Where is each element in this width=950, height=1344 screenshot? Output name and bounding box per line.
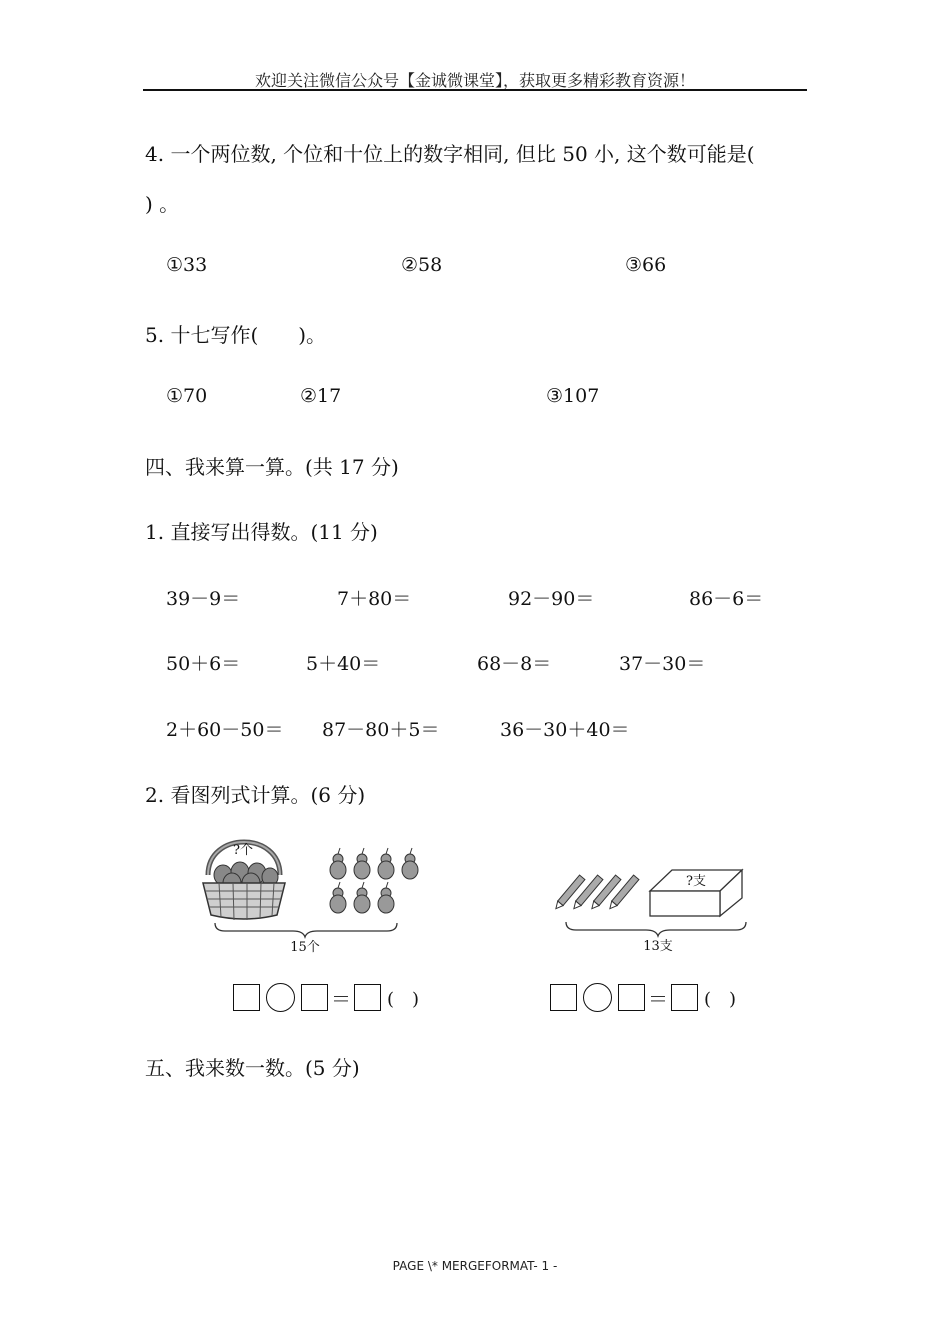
header-rule [143,89,807,91]
q5-option-1: ①70 [166,385,208,407]
unit-paren[interactable]: ( ) [704,988,737,1010]
operator-circle[interactable] [266,983,295,1012]
answer-box[interactable] [301,984,328,1011]
calc-r3-c2: 87－80＋5＝ [322,719,440,741]
section4-title: 四、我来算一算。(共 17 分) [145,455,399,479]
pear-icon [354,848,370,879]
section4-sub1-title: 1. 直接写出得数。(11 分) [145,520,378,544]
pencil-group [553,875,639,911]
basket-pears-figure [195,825,435,957]
q4-option-2: ②58 [401,254,443,276]
basket-label: ?个 [233,843,253,858]
q4-line1: 4. 一个两位数, 个位和十位上的数字相同, 但比 50 小, 这个数可能是( [145,142,755,166]
pear-icon [330,848,346,879]
calc-r3-c3: 36－30＋40＝ [500,719,630,741]
q5-option-3: ③107 [546,385,600,407]
q4-option-3: ③66 [625,254,667,276]
section5-title: 五、我来数一数。(5 分) [145,1056,360,1080]
equals-sign: ＝ [648,987,668,1011]
calc-r2-c2: 5＋40＝ [306,653,381,675]
equation-blank-1 [233,983,419,1012]
answer-box[interactable] [354,984,381,1011]
pear-icon [378,882,394,913]
pear-group [330,848,418,913]
operator-circle[interactable] [583,983,612,1012]
figure2-total-label: 13支 [643,939,673,954]
answer-box[interactable] [550,984,577,1011]
pear-icon [378,848,394,879]
calc-r1-c2: 7＋80＝ [337,588,412,610]
equals-sign: ＝ [331,987,351,1011]
page-header: 欢迎关注微信公众号【金诚微课堂】，获取更多精彩教育资源！ [254,71,695,90]
calc-r2-c3: 68－8＝ [477,653,552,675]
calc-r2-c4: 37－30＝ [619,653,706,675]
answer-box[interactable] [233,984,260,1011]
answer-box[interactable] [618,984,645,1011]
q4-option-1: ①33 [166,254,208,276]
pear-icon [402,848,418,879]
pencils-box-figure [550,858,750,958]
q5-option-2: ②17 [300,385,342,407]
box-label: ?支 [686,874,706,889]
section4-sub2-title: 2. 看图列式计算。(6 分) [145,783,366,807]
calc-r1-c3: 92－90＝ [508,588,595,610]
q5-text: 5. 十七写作( )。 [145,323,327,347]
calc-r3-c1: 2＋60－50＝ [166,719,284,741]
pear-icon [330,882,346,913]
pear-icon [354,882,370,913]
equation-blank-2 [550,983,736,1012]
answer-box[interactable] [671,984,698,1011]
page-footer: PAGE \* MERGEFORMAT- 1 - [392,1259,558,1273]
q4-line2: ) 。 [145,192,180,216]
calc-r2-c1: 50＋6＝ [166,653,241,675]
unit-paren[interactable]: ( ) [387,988,420,1010]
calc-r1-c4: 86－6＝ [689,588,764,610]
figure1-total-label: 15个 [290,940,320,955]
calc-r1-c1: 39－9＝ [166,588,241,610]
